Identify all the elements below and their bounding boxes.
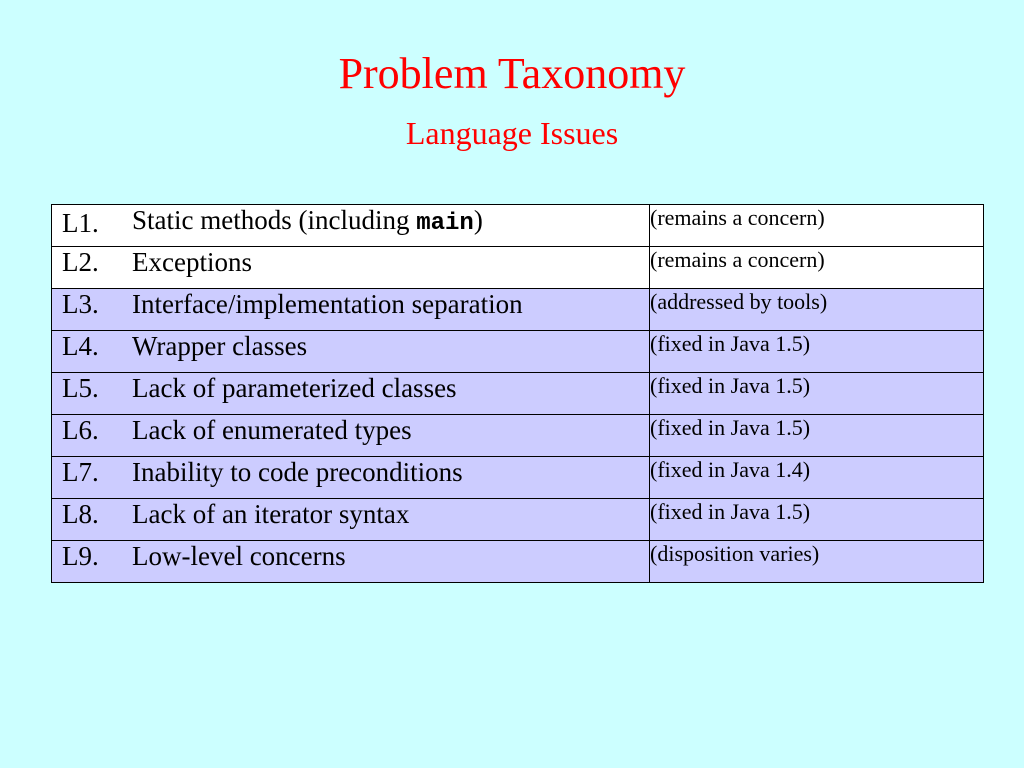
issue-label: Wrapper classes (132, 331, 308, 361)
issues-table (51, 204, 984, 583)
issue-status: (remains a concern) (650, 205, 984, 247)
issue-status: (addressed by tools) (650, 289, 984, 331)
table-row (52, 247, 984, 289)
issue-cell (52, 205, 650, 247)
issue-label-text-end: ) (473, 205, 483, 235)
issue-cell (52, 457, 650, 499)
issue-id: L8. (62, 499, 99, 529)
table-row (52, 373, 984, 415)
issue-label (132, 205, 483, 239)
issue-label: Lack of an iterator syntax (132, 499, 410, 529)
slide-title: Problem Taxonomy (338, 49, 686, 98)
issue-status: (fixed in Java 1.4) (650, 457, 984, 499)
issue-status: (remains a concern) (650, 247, 984, 289)
table-row (52, 541, 984, 583)
issue-label: Lack of parameterized classes (132, 373, 457, 403)
issue-cell (52, 415, 650, 457)
issue-status: (disposition varies) (650, 541, 984, 583)
table-row (52, 457, 984, 499)
issue-cell (52, 373, 650, 415)
issue-label: Lack of enumerated types (132, 415, 412, 445)
issue-status: (fixed in Java 1.5) (650, 415, 984, 457)
issue-cell (52, 499, 650, 541)
issue-cell (52, 331, 650, 373)
issue-status: (fixed in Java 1.5) (650, 373, 984, 415)
table-row (52, 205, 984, 247)
issue-status: (fixed in Java 1.5) (650, 499, 984, 541)
table-row (52, 331, 984, 373)
issue-label: Exceptions (132, 247, 252, 277)
issue-cell (52, 247, 650, 289)
issue-id: L5. (62, 373, 99, 403)
issue-label-code: main (416, 210, 474, 237)
issue-id: L9. (62, 541, 99, 571)
issue-id: L4. (62, 331, 99, 361)
issue-id: L6. (62, 415, 99, 445)
table-row (52, 415, 984, 457)
issue-id: L7. (62, 457, 99, 487)
issue-label-text: Static methods (including (132, 205, 417, 235)
issue-cell (52, 289, 650, 331)
issue-label: Interface/implementation separation (132, 289, 523, 319)
issue-id: L2. (62, 247, 99, 277)
issue-label: Inability to code preconditions (132, 457, 463, 487)
table-row (52, 499, 984, 541)
issue-id: L3. (62, 289, 99, 319)
issue-label: Low-level concerns (132, 541, 346, 571)
issue-cell (52, 541, 650, 583)
issue-id: L1. (62, 208, 99, 238)
slide-subtitle: Language Issues (405, 115, 619, 151)
issue-status: (fixed in Java 1.5) (650, 331, 984, 373)
table-row (52, 289, 984, 331)
